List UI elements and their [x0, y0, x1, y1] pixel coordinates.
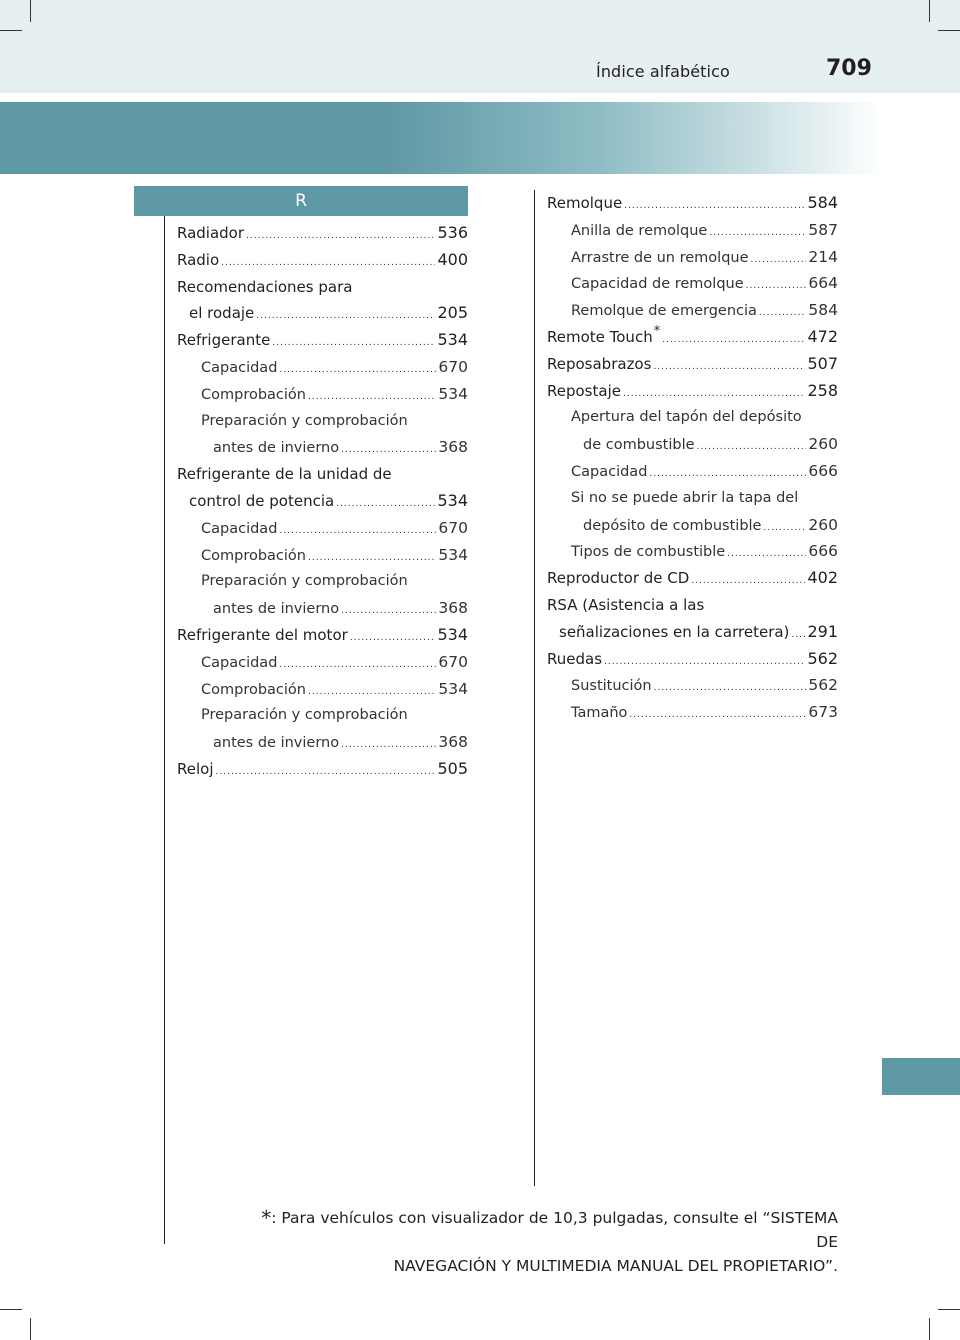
index-entry-term: Capacidad [201, 359, 278, 376]
index-entry-page: 507 [807, 353, 838, 373]
index-entry [177, 488, 468, 515]
index-entry-term: Preparación y comprobación [201, 573, 408, 590]
page-title: Índice alfabético [596, 62, 730, 81]
index-entry [177, 408, 468, 435]
index-entry-term: Tipos de combustible [571, 544, 726, 561]
index-entry-page: 670 [438, 518, 468, 537]
index-entry [547, 431, 838, 458]
index-entry-page: 664 [808, 274, 838, 293]
index-entry [547, 378, 838, 405]
dot-leader [624, 193, 805, 217]
index-entry [547, 672, 838, 699]
footnote [250, 1204, 838, 1278]
dot-leader [691, 568, 805, 592]
index-entry-page: 587 [808, 220, 838, 239]
index-entry-term: Comprobación [201, 681, 306, 698]
index-entry [177, 542, 468, 569]
index-entry-term: Refrigerante del motor [177, 625, 348, 644]
dot-leader [256, 303, 435, 327]
index-entry-page: 670 [438, 357, 468, 376]
index-entry [547, 324, 838, 351]
index-entry-page: 534 [438, 384, 468, 403]
crop-mark-top-right-v [929, 0, 930, 22]
side-thumb-tab [882, 1058, 960, 1095]
index-entry-page: 402 [807, 568, 838, 588]
dot-leader [662, 327, 805, 351]
dot-leader [623, 381, 805, 405]
left-index-column [177, 220, 468, 783]
dot-leader [763, 515, 806, 539]
index-entry [547, 619, 838, 646]
dot-leader [350, 625, 436, 649]
page-number: 709 [826, 56, 872, 81]
index-entry-page: 368 [438, 599, 468, 618]
index-entry [547, 565, 838, 592]
index-entry [547, 351, 838, 378]
index-entry [177, 461, 468, 488]
index-entry [547, 190, 838, 217]
index-entry [177, 702, 468, 729]
footnote-asterisk: * [261, 1206, 272, 1230]
dot-leader [308, 545, 436, 569]
index-entry-term: RSA (Asistencia a las [547, 595, 705, 614]
dot-leader [759, 300, 807, 324]
index-entry-term: Remote Touch [547, 327, 653, 346]
index-entry-term: Preparación y comprobación [201, 412, 408, 429]
index-entry-term: Reloj [177, 759, 214, 778]
index-entry-page: 666 [808, 461, 838, 480]
index-entry [547, 297, 838, 324]
index-entry [547, 217, 838, 244]
index-entry [177, 434, 468, 461]
index-entry-page: 258 [807, 380, 838, 400]
index-entry-page: 400 [437, 249, 468, 269]
index-entry [177, 649, 468, 676]
crop-mark-bottom-left-h [0, 1309, 22, 1310]
index-entry-page: 562 [808, 676, 838, 695]
index-entry-term: antes de invierno [213, 440, 340, 457]
left-column-rule [164, 216, 165, 1244]
index-entry-term: Capacidad de remolque [571, 276, 744, 293]
dot-leader [746, 273, 807, 297]
crop-mark-bottom-right-h [938, 1309, 960, 1310]
index-entry [177, 622, 468, 649]
dot-leader [246, 223, 435, 247]
dot-leader [604, 649, 805, 673]
crop-mark-top-left-h [0, 30, 22, 31]
dot-leader [727, 541, 806, 565]
index-entry-term: Reposabrazos [547, 354, 652, 373]
index-entry [177, 756, 468, 783]
index-entry [177, 381, 468, 408]
index-entry [547, 512, 838, 539]
index-entry-page: 536 [437, 223, 468, 242]
dot-leader [751, 247, 807, 271]
dot-leader [216, 759, 436, 783]
index-entry-term: Si no se puede abrir la tapa del [571, 489, 799, 506]
index-entry-term: Capacidad [201, 520, 278, 537]
index-entry [177, 300, 468, 327]
crop-mark-bottom-right-v [929, 1318, 930, 1340]
dot-leader [697, 434, 807, 458]
index-entry-page: 260 [808, 515, 838, 534]
index-entry [547, 244, 838, 271]
index-entry [177, 354, 468, 381]
asterisk-mark: * [653, 323, 661, 339]
dot-leader [649, 461, 806, 485]
index-entry [177, 515, 468, 542]
index-entry [177, 568, 468, 595]
index-entry-term: Recomendaciones para [177, 277, 353, 296]
dot-leader [336, 491, 435, 515]
index-entry [547, 538, 838, 565]
index-entry-term: Arrastre de un remolque [571, 249, 749, 266]
index-entry [547, 592, 838, 619]
dot-leader [279, 357, 436, 381]
dot-leader [653, 354, 805, 378]
index-entry-page: 472 [807, 326, 838, 346]
index-entry-term: Capacidad [571, 463, 648, 480]
dot-leader [341, 598, 436, 622]
index-entry-page: 584 [808, 301, 838, 320]
index-entry-term: el rodaje [189, 304, 255, 323]
index-entry-term: Repostaje [547, 381, 621, 400]
crop-mark-top-left-v [30, 0, 31, 22]
index-entry-term: Remolque [547, 194, 623, 212]
index-entry [177, 327, 468, 354]
dot-leader [629, 702, 806, 726]
index-entry-page: 562 [807, 648, 838, 668]
center-column-rule [534, 190, 535, 1186]
dot-leader [791, 622, 805, 646]
index-entry-term: señalizaciones en la carretera) [559, 622, 790, 641]
header-gradient-band [0, 102, 960, 174]
index-entry-term: Anilla de remolque [571, 222, 708, 239]
index-entry-term: de combustible [583, 437, 695, 454]
footnote-line-1: : Para vehículos con visualizador de 10,3 pulgadas, consulte el “SISTEMA DE [271, 1209, 838, 1251]
dot-leader [279, 652, 436, 676]
index-entry-page: 260 [808, 435, 838, 454]
index-entry-page: 505 [437, 758, 468, 778]
dot-leader [221, 250, 435, 274]
index-entry-term: Remolque de emergencia [571, 303, 757, 320]
index-entry-term: Refrigerante de la unidad de [177, 465, 392, 484]
index-entry [547, 646, 838, 673]
dot-leader [308, 679, 436, 703]
index-entry-page: 291 [807, 621, 838, 641]
index-entry-term: Refrigerante [177, 331, 271, 350]
crop-mark-bottom-left-v [30, 1318, 31, 1340]
crop-mark-top-right-h [938, 30, 960, 31]
index-entry-page: 205 [437, 303, 468, 323]
index-entry [547, 404, 838, 431]
index-entry-term: antes de invierno [213, 735, 340, 752]
index-entry-term: Reproductor de CD [547, 569, 690, 588]
index-entry [547, 699, 838, 726]
dot-leader [341, 437, 436, 461]
index-entry-term: Comprobación [201, 386, 306, 403]
index-entry-page: 673 [808, 703, 838, 722]
index-entry-page: 534 [437, 490, 468, 510]
index-entry-term: depósito de combustible [583, 517, 762, 534]
index-entry-term: Capacidad [201, 654, 278, 671]
index-entry-term: control de potencia [189, 491, 335, 510]
index-entry [547, 270, 838, 297]
section-letter-header: R [134, 186, 468, 216]
index-entry-term: Sustitución [571, 678, 652, 695]
index-entry [177, 247, 468, 274]
index-entry [177, 274, 468, 301]
dot-leader [654, 675, 807, 699]
index-entry-page: 534 [438, 679, 468, 698]
index-entry [177, 220, 468, 247]
right-index-column [547, 190, 838, 726]
index-entry-term: Comprobación [201, 547, 306, 564]
dot-leader [709, 220, 806, 244]
index-entry-page: 666 [808, 542, 838, 561]
index-entry [177, 595, 468, 622]
index-entry [177, 729, 468, 756]
index-entry-page: 368 [438, 733, 468, 752]
index-entry-term: Ruedas [547, 649, 603, 668]
index-entry-page: 534 [438, 545, 468, 564]
index-entry-page: 534 [437, 330, 468, 350]
index-entry [547, 458, 838, 485]
header-top-band [0, 0, 960, 93]
index-entry-term: Preparación y comprobación [201, 707, 408, 724]
index-entry-page: 368 [438, 438, 468, 457]
index-entry-page: 214 [808, 247, 838, 266]
index-entry-term: Tamaño [571, 705, 628, 722]
index-entry-page: 584 [807, 193, 838, 212]
index-entry [547, 485, 838, 512]
footnote-line-2: NAVEGACIÓN Y MULTIMEDIA MANUAL DEL PROPIETARIO”. [393, 1257, 838, 1275]
dot-leader [341, 732, 436, 756]
index-entry-term: Radiador [177, 224, 245, 242]
dot-leader [272, 330, 435, 354]
dot-leader [308, 384, 436, 408]
index-entry [177, 676, 468, 703]
index-entry-page: 670 [438, 652, 468, 671]
index-entry-term: antes de invierno [213, 601, 340, 618]
dot-leader [279, 518, 436, 542]
index-entry-term: Radio [177, 250, 220, 269]
index-entry-page: 534 [437, 624, 468, 644]
index-entry-term: Apertura del tapón del depósito [571, 409, 802, 426]
